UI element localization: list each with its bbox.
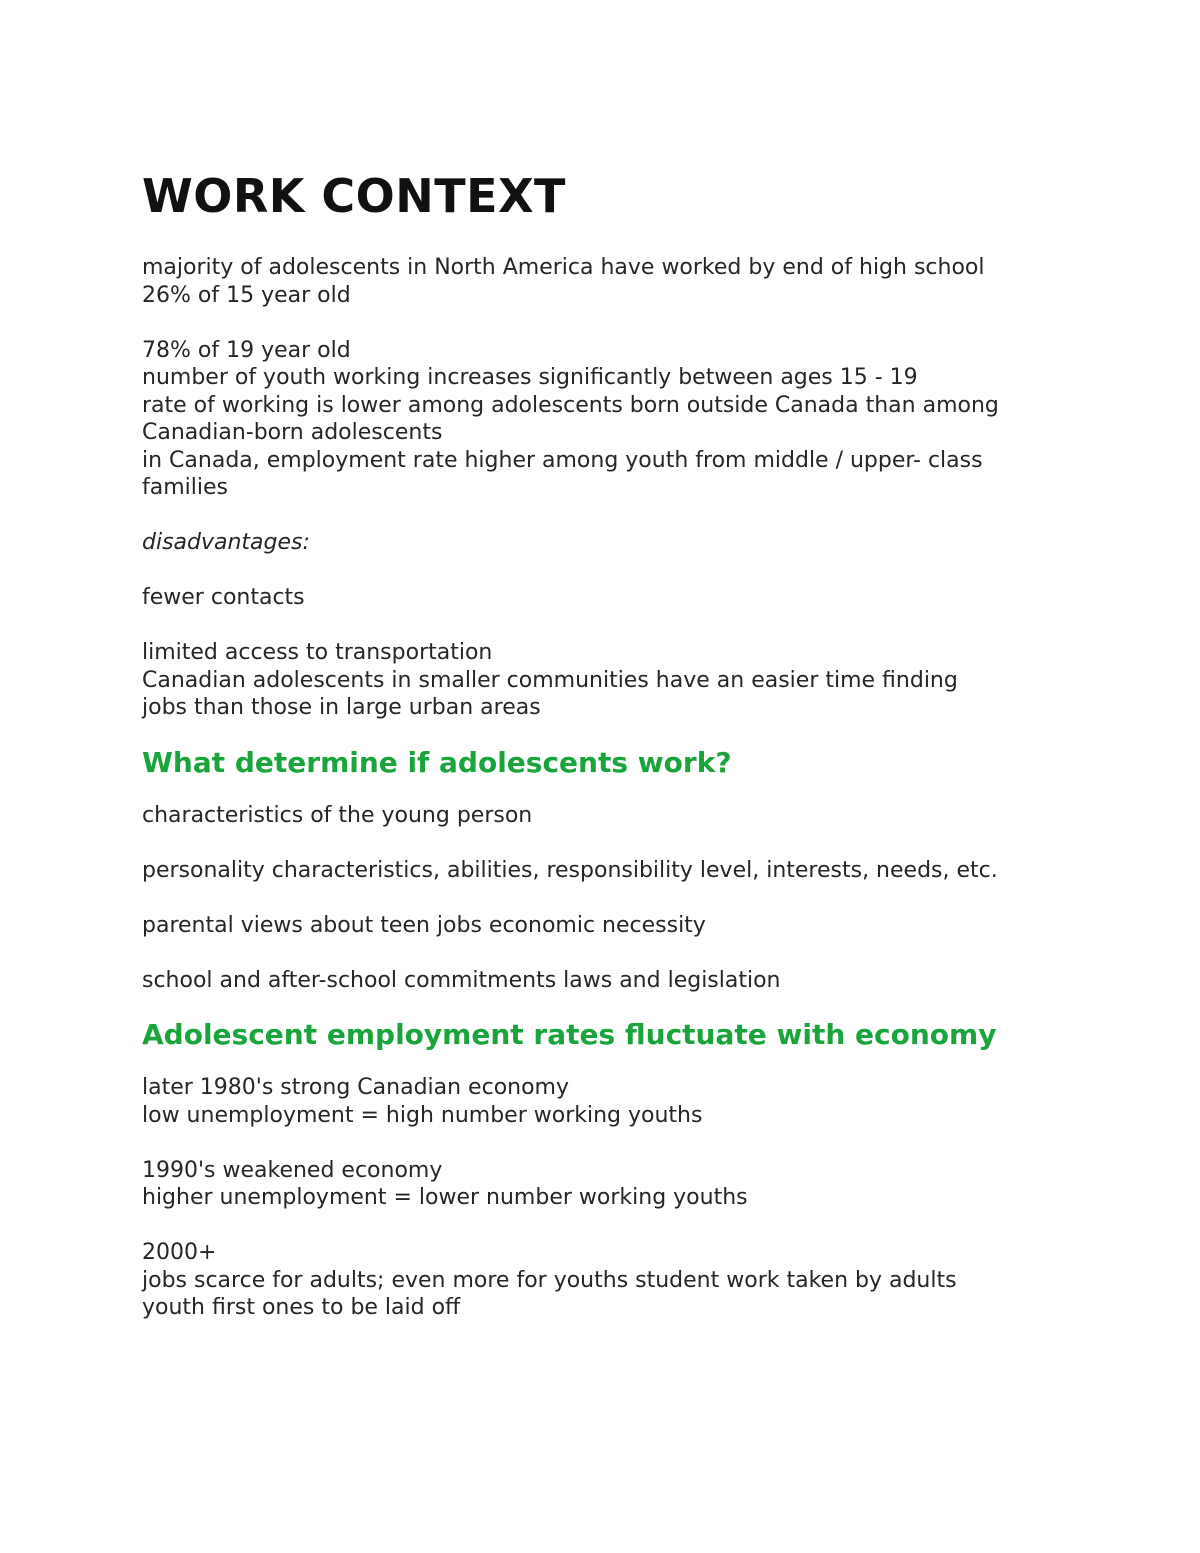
body-line: higher unemployment = lower number working youths — [142, 1185, 748, 1210]
body-line: 2000+ — [142, 1240, 217, 1265]
body-line: rate of working is lower among adolescents born outside Canada than among — [142, 392, 999, 418]
section-economy — [142, 1074, 1082, 1322]
body-line: 1990's weakened economy — [142, 1157, 443, 1183]
body-line: jobs scarce for adults; even more for youths student work taken by adults — [142, 1267, 957, 1293]
body-line: limited access to transportation — [142, 640, 493, 665]
body-line: majority of adolescents in North America have worked by end of high school — [142, 255, 985, 280]
body-line: 26% of 15 year old — [142, 282, 351, 308]
body-line: youth first ones to be laid off — [142, 1295, 461, 1320]
body-line: school and after-school commitments laws and legislation — [142, 967, 781, 993]
body-line: Canadian-born adolescents — [142, 420, 443, 445]
section-heading-determinants: What determine if adolescents work? — [142, 745, 732, 779]
body-line: 78% of 19 year old — [142, 337, 351, 363]
body-line: number of youth working increases significantly between ages 15 - 19 — [142, 365, 918, 390]
disadvantages-label: disadvantages: — [142, 530, 310, 555]
body-line: low unemployment = high number working youths — [142, 1102, 703, 1128]
body-line: Canadian adolescents in smaller communities have an easier time finding — [142, 667, 958, 693]
body-line: parental views about teen jobs economic necessity — [142, 912, 706, 938]
body-line: families — [142, 475, 228, 500]
section-heading-economy: Adolescent employment rates fluctuate with economy — [142, 1018, 997, 1051]
body-line: later 1980's strong Canadian economy — [142, 1075, 570, 1100]
body-line: fewer contacts — [142, 585, 305, 610]
body-line: personality characteristics, abilities, responsibility level, interests, needs, etc. — [142, 857, 998, 883]
body-line: jobs than those in large urban areas — [142, 695, 541, 720]
document-page — [142, 168, 1082, 1322]
section-work-context — [142, 254, 1082, 722]
document-title: WORK CONTEXT — [142, 169, 566, 223]
body-line: characteristics of the young person — [142, 802, 533, 828]
body-line: in Canada, employment rate higher among youth from middle / upper- class — [142, 447, 983, 473]
section-determinants — [142, 802, 1082, 995]
